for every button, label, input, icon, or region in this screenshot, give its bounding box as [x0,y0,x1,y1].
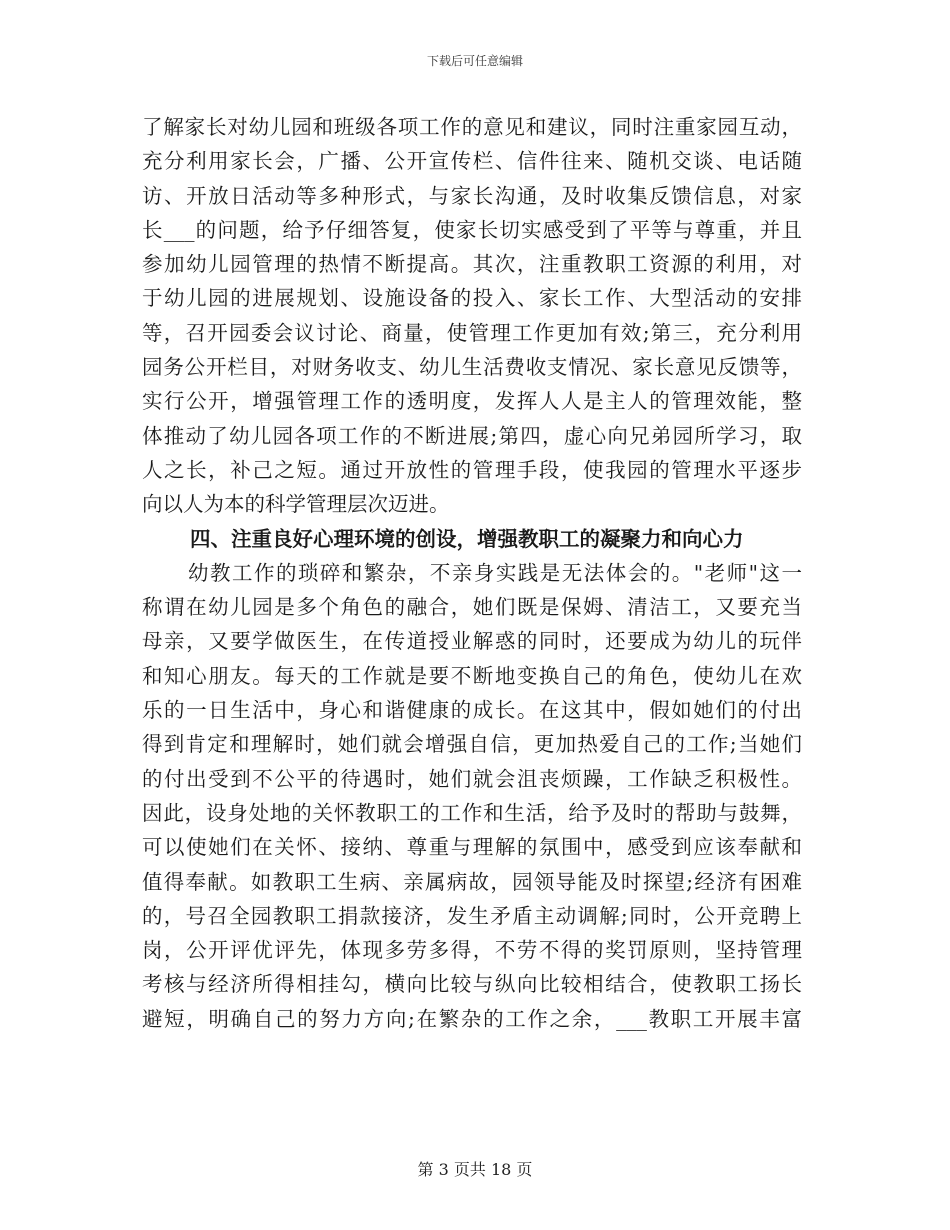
document-body [142,110,802,1036]
body-line: 考核与经济所得相挂勾，横向比较与纵向比较相结合，使教职工扬长 [142,972,802,997]
body-line: 实行公开，增强管理工作的透明度，发挥人人是主人的管理效能，整 [142,389,802,414]
page-number: 第 3 页共 18 页 [417,1160,533,1179]
body-line: 园务公开栏目，对财务收支、幼儿生活费收支情况、家长意见反馈等， [142,355,802,380]
body-line: 充分利用家长会，广播、公开宣传栏、信件往来、随机交谈、电话随 [142,149,802,174]
body-line: 得到肯定和理解时，她们就会增强自信，更加热爱自己的工作;当她们 [142,732,802,757]
body-line: 长___的问题，给予仔细答复，使家长切实感受到了平等与尊重，并且 [142,217,802,242]
body-line: 避短，明确自己的努力方向;在繁杂的工作之余，___教职工开展丰富 [142,1006,802,1031]
page-header: 下载后可任意编辑 [426,54,523,68]
body-line: 的付出受到不公平的待遇时，她们就会沮丧烦躁，工作缺乏积极性。 [142,766,802,791]
body-line: 可以使她们在关怀、接纳、尊重与理解的氛围中，感受到应该奉献和 [142,835,802,860]
body-line: 岗，公开评优评先，体现多劳多得，不劳不得的奖罚原则，坚持管理 [142,938,802,963]
body-line: 参加幼儿园管理的热情不断提高。其次，注重教职工资源的利用，对 [142,252,802,277]
body-line: 访、开放日活动等多种形式，与家长沟通，及时收集反馈信息，对家 [142,183,802,208]
section-heading: 四、注重良好心理环境的创设，增强教职工的凝聚力和向心力 [190,526,744,551]
body-line: 于幼儿园的进展规划、设施设备的投入、家长工作、大型活动的安排 [142,286,802,311]
body-line: 等，召开园委会议讨论、商量，使管理工作更加有效;第三，充分利用 [142,320,802,345]
body-line: 值得奉献。如教职工生病、亲属病故，园领导能及时探望;经济有困难 [142,869,802,894]
body-line: 和知心朋友。每天的工作就是要不断地变换自己的角色，使幼儿在欢 [142,663,802,688]
body-line: 向以人为本的科学管理层次迈进。 [142,492,450,517]
body-line: 的，号召全园教职工捐款接济，发生矛盾主动调解;同时，公开竞聘上 [142,903,802,928]
body-line: 人之长，补己之短。通过开放性的管理手段，使我园的管理水平逐步 [142,457,802,482]
body-line: 母亲，又要学做医生，在传道授业解惑的同时，还要成为幼儿的玩伴 [142,629,802,654]
body-line: 体推动了幼儿园各项工作的不断进展;第四，虚心向兄弟园所学习，取 [142,423,802,448]
body-line: 因此，设身处地的关怀教职工的工作和生活，给予及时的帮助与鼓舞， [142,800,802,825]
body-line: 称谓在幼儿园是多个角色的融合，她们既是保姆、清洁工，又要充当 [142,595,802,620]
body-line: 乐的一日生活中，身心和谐健康的成长。在这其中，假如她们的付出 [142,698,802,723]
body-line: 幼教工作的琐碎和繁杂，不亲身实践是无法体会的。"老师"这一 [188,560,802,585]
body-line: 了解家长对幼儿园和班级各项工作的意见和建议，同时注重家园互动， [142,115,802,139]
